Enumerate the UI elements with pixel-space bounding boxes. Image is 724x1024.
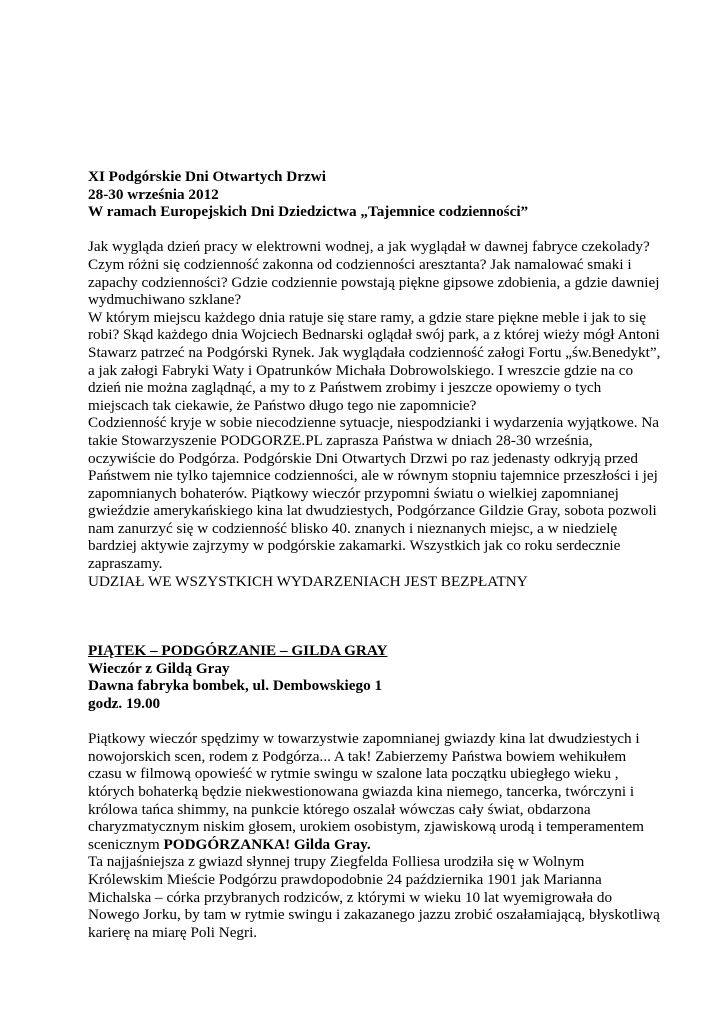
event-line: których bohaterką będzie niekwestionowana gwiazda kina niemego, tancerka, twórczyni i [88,783,635,800]
intro-line: nam zanurzyć się w codzienność blisko 40. znanych i nieznanych miejsc, a w niedzielę [88,519,618,537]
intro-line: miejscach tak ciekawie, że Państwo długo tego nie zapomnicie? [88,396,477,414]
bio-line: Michalska – córka przybranych rodziców, z którymi w wieku 10 lat wyemigrowała do [88,888,613,906]
intro-line: zapachy codzienności? Gdzie codziennie powstają piękne gipsowe zdobienia, a gdzie dawniej [88,273,660,291]
intro-line: takie Stowarzyszenie PODGORZE.PL zaprasza Państwa w dniach 28-30 września, [88,431,593,449]
intro-line: Państwem nie tylko tajemnice codzienności, ale w równym stopniu tajemnice przeszłości i jej [88,467,658,485]
podgorzanka-highlight: PODGÓRZANKA! Gilda Gray. [163,835,371,853]
intro-line: Codzienność kryje w sobie niecodzienne sytuacje, niespodzianki i wydarzenia wyjątkowe. Na [88,414,660,432]
header-dates: 28-30 września 2012 [88,185,219,203]
event-time: godz. 19.00 [88,695,161,713]
event-description [88,730,664,941]
intro-line: dzień nie można zaglądnąć, a my to z Państwem zrobimy i jeszcze opowiemy o tych [88,379,602,397]
bio-line: Ta najjaśniejsza z gwiazd słynnej trupy Ziegfelda Folliesa urodziła się w Wolnym [88,853,585,871]
event-section [88,642,664,941]
event-line: nowojorskich scen, rodem z Podgórza... A tak! Zabierzemy Państwa bowiem wehikułem [88,747,627,765]
header-title: XI Podgórskie Dni Otwartych Drzwi [88,168,326,185]
intro-line: zapraszamy. [88,555,163,573]
intro-line: bardziej aktywie zajrzymy w podgórskie zakamarki. Wszystkich jak co roku serdecznie [88,537,621,555]
event-line: charyzmatycznym niskim głosem, urokiem osobistym, zjawiskową urodą i temperamentem [88,818,644,836]
intro-line: Czym różni się codzienność zakonna od codzienności aresztanta? Jak namalować smaki i [88,255,632,273]
spacer [88,713,664,731]
header-subtitle: W ramach Europejskich Dni Dziedzictwa „Tajemnice codzienności” [88,203,529,221]
intro-line: robi? Skąd każdego dnia Wojciech Bednarski oglądał swój park, a z której wieży mógł Antoni [88,326,660,344]
intro-line: W którym miejscu każdego dnia ratuje się stare ramy, a gdzie stare piękne meble i jak to się [88,308,646,326]
event-line [88,836,664,854]
bio-line: Królewskim Mieście Podgórzu prawdopodobnie 24 października 1901 jak Marianna [88,870,602,888]
intro-paragraph [88,238,664,590]
spacer [88,590,664,642]
document-header [88,168,664,221]
event-line: Piątkowy wieczór spędzimy w towarzystwie zapomnianej gwiazdy kina lat dwudziestych i [88,730,640,748]
intro-line: a jak załogi Fabryki Waty i Opatrunków Michała Dobrowolskiego. I wreszcie gdzie na co [88,361,634,379]
event-title: PIĄTEK – PODGÓRZANIE – GILDA GRAY [88,642,388,660]
intro-line: oczywiście do Podgórza. Podgórskie Dni Otwartych Drzwi po raz jedenasty odkryją przed [88,449,638,467]
intro-line: gwieździe amerykańskiego kina lat dwudziestych, Podgórzance Gildzie Gray, sobota pozwoli [88,502,657,520]
intro-line: zapomnianych bohaterów. Piątkowy wieczór przypomni światu o wielkiej zapomnianej [88,484,619,502]
intro-line: Stawarz patrzeć na Podgórski Rynek. Jak wyglądała codzienność załogi Fortu „św.Benedykt”, [88,343,661,361]
scenic-prefix: scenicznym [88,835,164,853]
event-subtitle: Wieczór z Gildą Gray [88,659,230,677]
event-line: czasu w filmową opowieść w rytmie swingu w szalone lata początku ubiegłego wieku , [88,765,619,783]
event-place: Dawna fabryka bombek, ul. Dembowskiego 1 [88,677,383,695]
intro-line: Jak wygląda dzień pracy w elektrowni wodnej, a jak wyglądał w dawnej fabryce czekolady? [88,238,650,256]
spacer [88,221,664,239]
bio-line: Nowego Jorku, by tam w rytmie swingu i zakazanego jazzu zrobić oszałamiającą, błyskotliwą [88,906,660,924]
intro-line: wydmuchiwano szklane? [88,291,242,309]
free-entry-notice: UDZIAŁ WE WSZYSTKICH WYDARZENIACH JEST BEZPŁATNY [88,572,528,590]
event-line: królowa tańca shimmy, na punkcie którego oszalał wówczas cały świat, obdarzona [88,800,591,818]
bio-line: karierę na miarę Poli Negri. [88,923,258,941]
